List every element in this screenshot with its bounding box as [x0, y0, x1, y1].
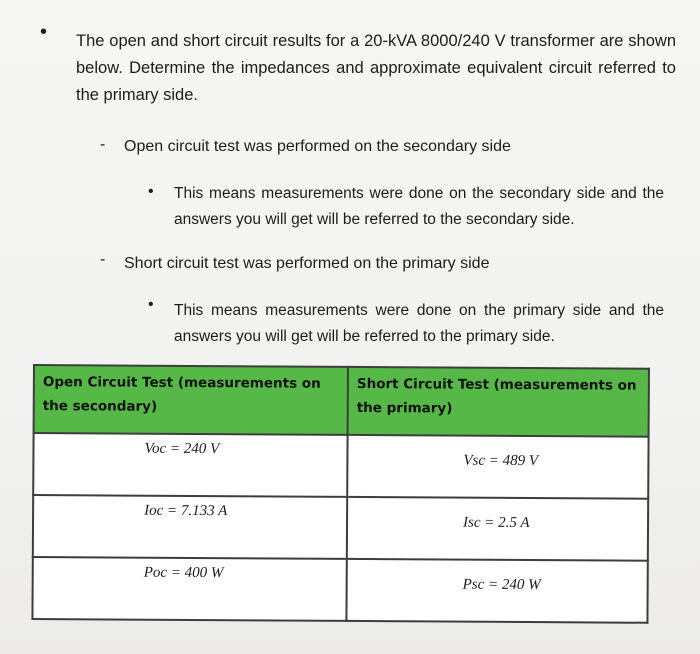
open-circuit-power: Poc = 400 W — [32, 557, 346, 621]
short-circuit-header: Short Circuit Test (measurements on the primary) — [348, 367, 649, 437]
bullet-point: • — [148, 296, 154, 313]
table-row — [33, 433, 648, 499]
bullet-point: • — [148, 183, 154, 200]
test-results-table — [31, 364, 650, 624]
open-circuit-voltage: Voc = 240 V — [33, 433, 347, 497]
table-row — [32, 557, 647, 623]
open-circuit-current: Ioc = 7.133 A — [33, 495, 347, 559]
problem-statement: The open and short circuit results for a 20-kVA 8000/240 V transformer are shown below. Determine the impedances and approximate equivalent circuit referred to the primary side. — [76, 32, 676, 104]
table-row — [33, 495, 648, 561]
short-circuit-note-title: Short circuit test was performed on the primary side — [124, 255, 490, 272]
short-circuit-note-detail: This means measurements were done on the primary side and the answers you will get will be referred to the primary side. — [174, 302, 664, 345]
open-circuit-note-detail: This means measurements were done on the secondary side and the answers you will get will be referred to the secondary side. — [174, 185, 664, 228]
table-header-row — [34, 365, 649, 437]
open-circuit-note-title: Open circuit test was performed on the secondary side — [124, 138, 511, 155]
short-circuit-power: Psc = 240 W — [346, 559, 647, 623]
dash-marker: - — [100, 136, 106, 153]
open-circuit-header: Open Circuit Test (measurements on the secondary) — [34, 365, 348, 435]
short-circuit-voltage: Vsc = 489 V — [347, 435, 648, 499]
bullet-point: • — [40, 21, 48, 43]
dash-marker: - — [100, 251, 106, 268]
short-circuit-current: Isc = 2.5 A — [347, 497, 648, 561]
